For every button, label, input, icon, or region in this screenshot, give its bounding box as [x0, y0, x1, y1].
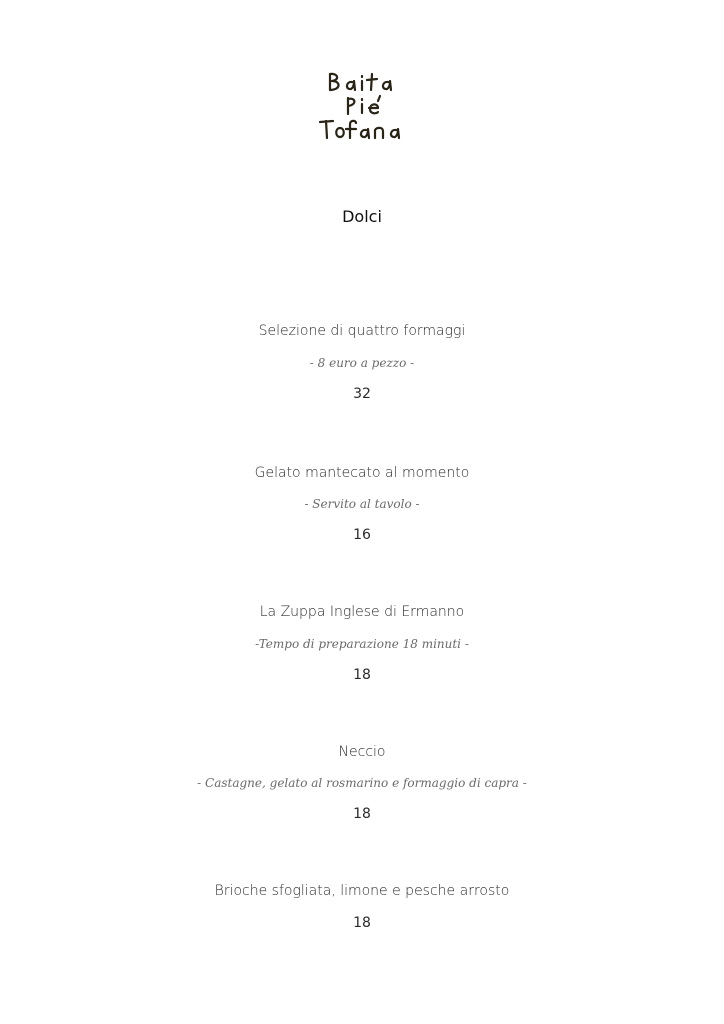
menu-item-price: 18	[353, 667, 371, 683]
menu-item-name: Neccio	[338, 744, 386, 760]
menu-item-name: Gelato mantecato al momento	[254, 465, 470, 481]
section-title: Dolci	[342, 207, 382, 226]
menu-item-price: 18	[353, 915, 371, 931]
menu-item-price: 18	[353, 806, 371, 822]
menu-item-price: 32	[353, 386, 371, 402]
restaurant-logo	[316, 66, 408, 142]
menu-item-note: -Tempo di preparazione 18 minuti -	[255, 637, 469, 651]
menu-item-note: - 8 euro a pezzo -	[309, 356, 415, 370]
menu-item-name: Selezione di quattro formaggi	[258, 323, 466, 339]
menu-item-note: - Castagne, gelato al rosmarino e formaggio di capra -	[197, 776, 527, 790]
menu-item-price: 16	[353, 527, 371, 543]
menu-item-name: La Zuppa Inglese di Ermanno	[259, 604, 465, 620]
menu-item-name: Brioche sfogliata, limone e pesche arrosto	[214, 883, 510, 899]
logo-handwriting	[316, 66, 408, 142]
menu-item-note: - Servito al tavolo -	[304, 497, 420, 511]
